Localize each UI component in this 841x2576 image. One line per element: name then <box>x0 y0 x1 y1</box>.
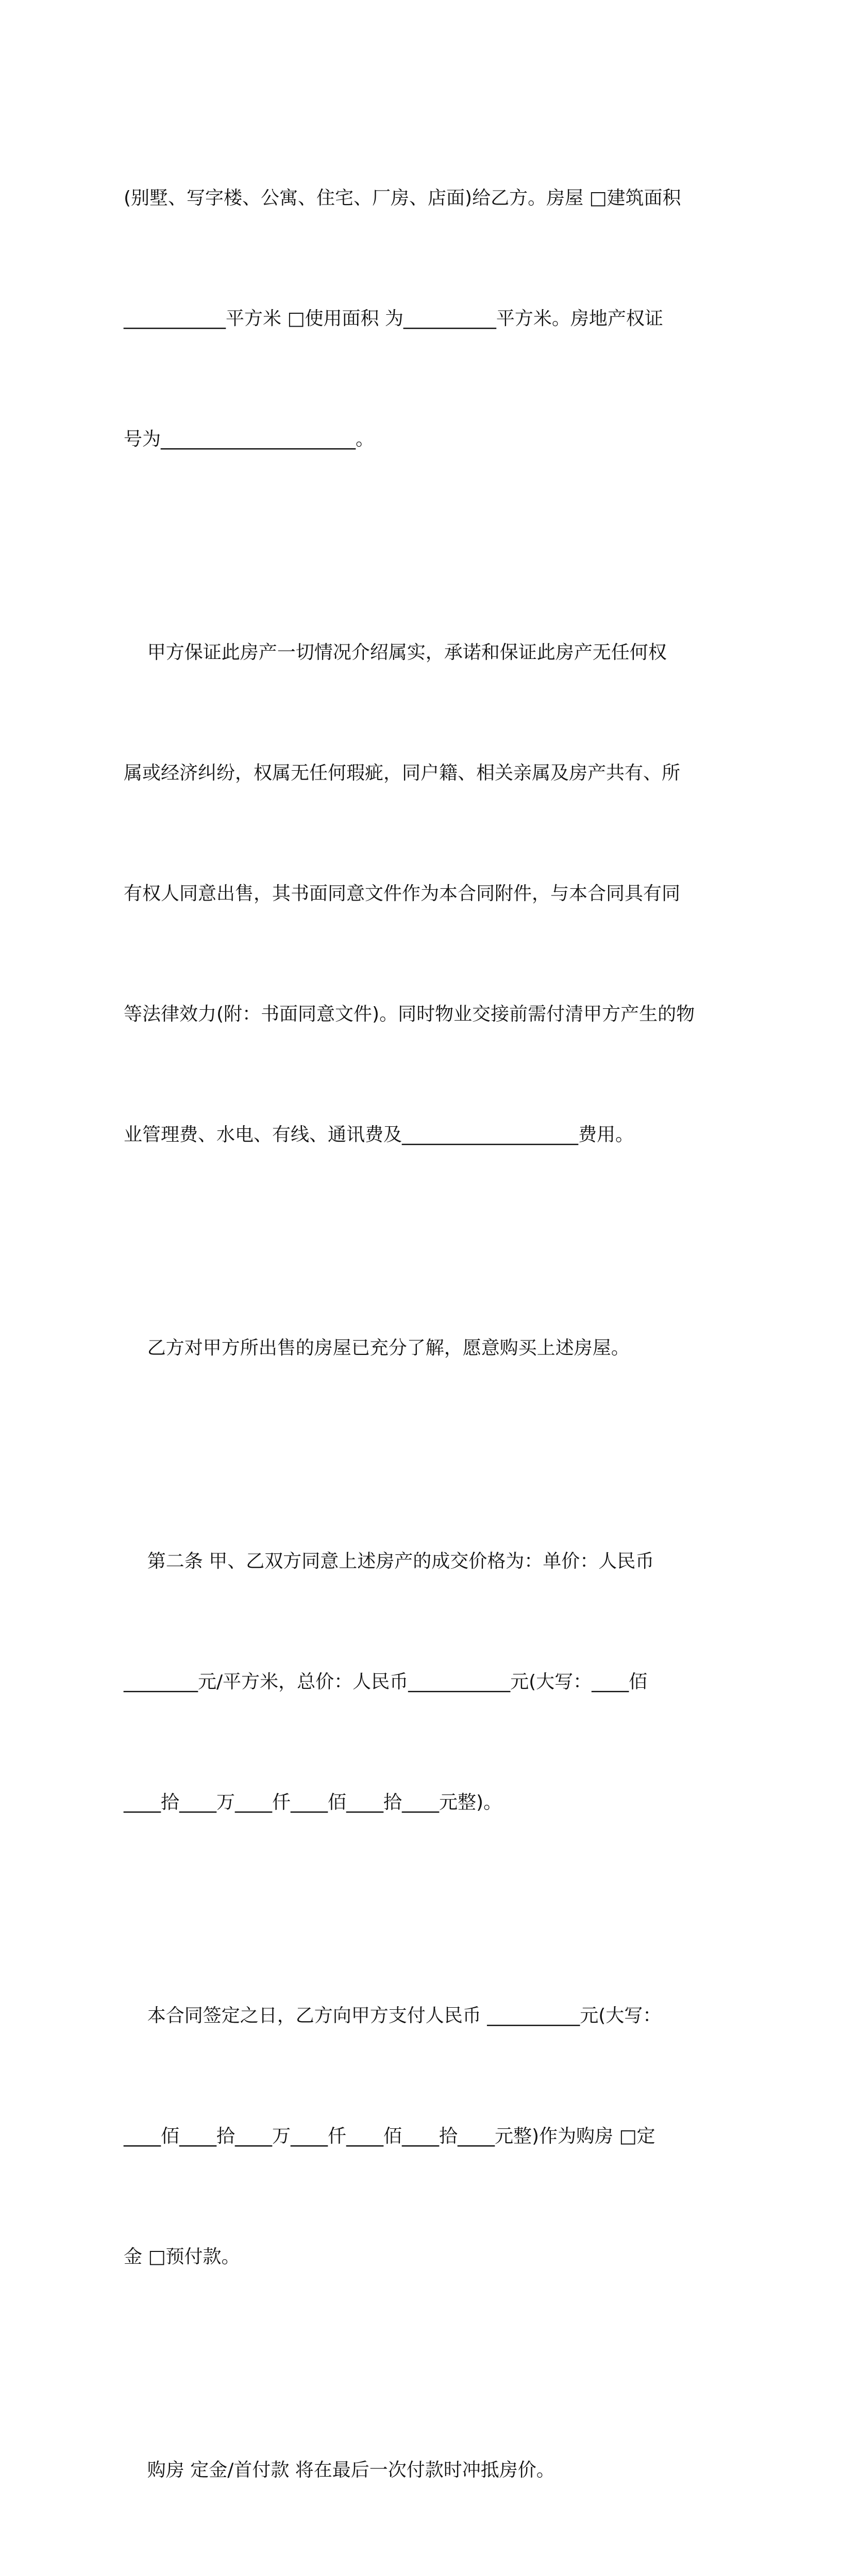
paragraph-buyer-acknowledgement <box>124 1248 716 1449</box>
text-line: ____佰____拾____万____仟____佰____拾____元整)作为购房 □定 <box>124 2126 655 2147</box>
document-body <box>124 98 716 2576</box>
paragraph-property-description <box>124 98 716 540</box>
text-line: ___________平方米 □使用面积 为__________平方米。房地产权证 <box>124 308 663 329</box>
text-line: 金 □预付款。 <box>124 2246 240 2267</box>
text-line: 乙方对甲方所出售的房屋已充分了解，愿意购买上述房屋。 <box>124 1337 630 1359</box>
text-line: 甲方保证此房产一切情况介绍属实，承诺和保证此房产无任何权 <box>124 642 667 663</box>
text-line: 本合同签定之日，乙方向甲方支付人民币 __________元(大写： <box>124 2005 662 2026</box>
text-line: 第二条 甲、乙双方同意上述房产的成交价格为：单价：人民币 <box>124 1551 654 1572</box>
text-line: ____拾____万____仟____佰____拾____元整)。 <box>124 1792 502 1813</box>
paragraph-article-two-price <box>124 1461 716 1903</box>
paragraph-seller-guarantee <box>124 552 716 1235</box>
paragraph-deposit-payment <box>124 1916 716 2358</box>
text-line: 购房 定金/首付款 将在最后一次付款时冲抵房价。 <box>124 2460 555 2481</box>
text-line: 号为_____________________。 <box>124 429 375 450</box>
text-line: 业管理费、水电、有线、通讯费及___________________费用。 <box>124 1124 634 1145</box>
text-line: (别墅、写字楼、公寓、住宅、厂房、店面)给乙方。房屋 □建筑面积 <box>124 188 681 209</box>
text-line: 有权人同意出售，其书面同意文件作为本合同附件，与本合同具有同 <box>124 883 681 904</box>
paragraph-deposit-offset <box>124 2370 716 2571</box>
text-line: 等法律效力(附：书面同意文件)。同时物业交接前需付清甲方产生的物 <box>124 1004 695 1025</box>
text-line: ________元/平方米，总价：人民币___________元(大写：____佰 <box>124 1671 648 1692</box>
text-line: 属或经济纠纷，权属无任何瑕疵，同户籍、相关亲属及房产共有、所 <box>124 762 681 784</box>
